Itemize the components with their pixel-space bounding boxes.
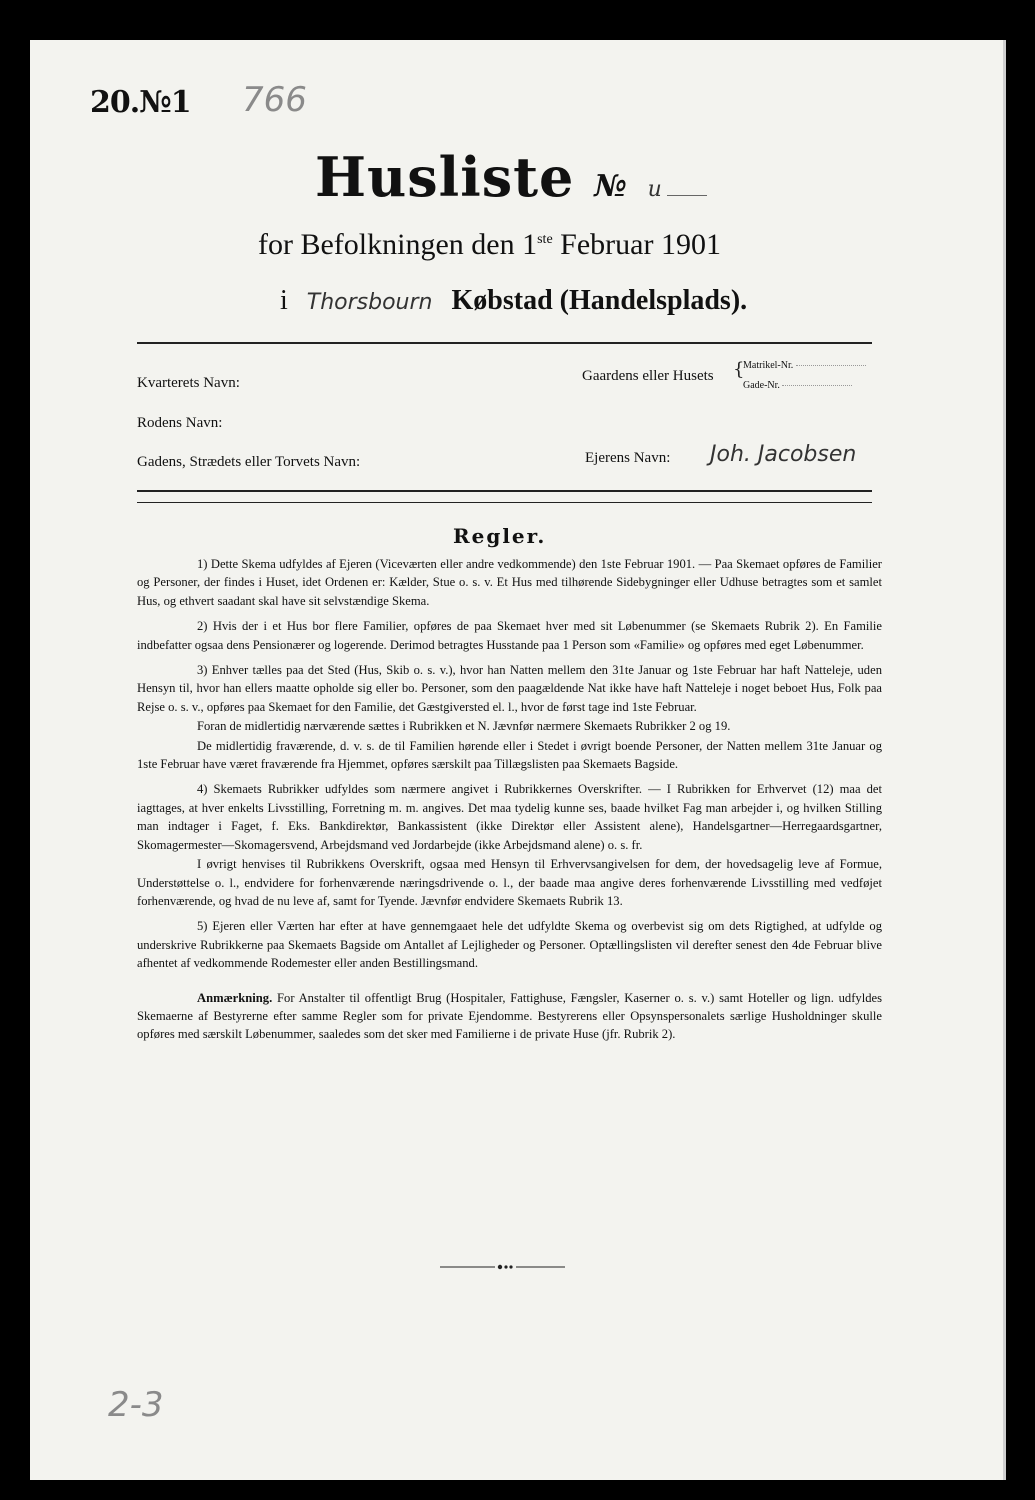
list-number: u <box>647 177 663 202</box>
annotation-note <box>137 989 882 1044</box>
gade-nr-text: Gade-Nr. <box>743 380 780 391</box>
rule-3-fravaerende: De midlertidig fraværende, d. v. s. de til Familien hørende eller i Stedet i øvrigt boende Personer, der Natten mellem 31te Januar og 1ste Februar have været fraværende fra Hjemmet, opføres særskilt paa Tillægslisten paa Skemaets Bagside. <box>137 738 882 772</box>
ejer-label: Ejerens Navn: <box>585 450 671 466</box>
pencil-annotation-top: 766 <box>242 80 307 120</box>
form-title <box>315 145 707 209</box>
rule-4-continued: I øvrigt henvises til Rubrikkens Overskrift, ogsaa med Hensyn til Erhvervsangivelsen for dem, der hovedsagelig leve af Formue, Understøttelse o. l., endvidere for forhenværende næringsdrivende o. l., der baade maa angive deres forhenværende Livsstilling med vedføjet forhenværende, og hvad de nu leve af, samt for Tyende. Jævnfør endvidere Skemaets Rubrik 13. <box>137 857 882 908</box>
rules-body <box>137 555 882 1051</box>
brace: { <box>733 359 745 380</box>
owner-name-handwritten: Joh. Jacobsen <box>710 442 857 467</box>
gade-nr-label <box>743 380 852 391</box>
rules-heading: Regler. <box>453 524 547 548</box>
subtitle-sup: ste <box>537 232 553 247</box>
rule-2: 2) Hvis der i et Hus bor flere Familier, opføres de paa Skemaet hver med sit Løbenummer (se Skemaets Rubrik 2). En Familie indbefatter ogsaa dens Pensionærer og logerende. Derimod betragtes Husstande paa 1 Person som «Familie» og opføres med eget Løbenummer. <box>137 619 882 652</box>
census-sheet <box>30 40 1006 1480</box>
note-label: Anmærkning. <box>197 990 273 1005</box>
matrikel-label <box>743 360 866 371</box>
gaden-label: Gadens, Strædets eller Torvets Navn: <box>137 454 361 470</box>
kvarter-label: Kvarterets Navn: <box>137 375 240 391</box>
number-sign: № <box>594 169 628 204</box>
place-prefix: i <box>280 285 288 316</box>
divider-top <box>137 342 872 344</box>
town-kind: Købstad <box>451 285 553 316</box>
divider-bottom-2 <box>137 502 872 503</box>
rule-3: 3) Enhver tælles paa det Sted (Hus, Skib o. s. v.), hvor han Natten mellem den 31te Januar og 1ste Februar har haft Nattelejе, uden Hensyn til, hvor han ellers maatte opholde sig eller bo. Personer, som den paagældende Nat ikke have haft Nattelejе i noget beboet Hus, Folk paa Rejse o. s. v., opføres paa Skemaet for den Familie, det Gæstgiversted el. l., hvor de først tage ind 1ste Februar. <box>137 663 882 714</box>
gaard-label: Gaardens eller Husets <box>582 368 714 384</box>
pencil-annotation-bottom: 2-3 <box>108 1385 164 1425</box>
form-subtitle <box>258 228 721 262</box>
ornament-divider <box>440 1262 565 1272</box>
place-line <box>280 285 747 317</box>
rule-4: 4) Skemaets Rubrikker udfyldes som nærmere angivet i Rubrikkernes Overskrifter. — I Rubrikken for Erhvervet (12) maa det iagttages, at hver enkelts Livsstilling, Forretning m. m. angives. Det maa tydelig kunne ses, baade hvilket Fag man arbejder i, og hvilken Stilling man indtager i Faget, f. Eks. Bankdirektør, Bankassistent (ikke Direktør eller Assistent alene), Handelsgartner—Herregaardsgartner, Skomagermester—Skomagersvend, Arbejdsmand ved Jordarbejde (ikke Arbejdsmand alene) o. s. fr. <box>137 782 882 852</box>
archive-stamp: 20.№1 <box>90 85 191 120</box>
roden-label: Rodens Navn: <box>137 415 223 431</box>
subtitle-date: Februar 1901 <box>560 228 721 261</box>
subtitle-prefix: for Befolkningen den 1 <box>258 228 538 261</box>
note-text: For Anstalter til offentligt Brug (Hospitaler, Fattighuse, Fængsler, Kaserner o. s. v.) samt Hoteller og lign. udfyldes Skemaerne af Bestyrerne efter samme Regler som for private Ejendomme. Bestyrerens eller Opsynspersonalets særlige Husholdninger skulle opføres med særskilt Løbenummer, saaledes som det sker med Familierne i de private Huse (jfr. Rubrik 2). <box>137 990 882 1042</box>
title-word: Husliste <box>315 145 575 209</box>
rule-5: 5) Ejeren eller Værten har efter at have gennemgaaet hele det udfyldte Skema og overbevist sig om dets Rigtighed, at udfylde og underskrive Rubrikkerne paa Skemaets Bagside om Antallet af Lejligheder og Personer. Optællingslisten vil derefter senest den 4de Februar blive afhentet af vedkommende Rodemester eller anden Bestillingsmand. <box>137 919 882 971</box>
town-handwritten: Thorsbourn <box>306 290 433 315</box>
divider-bottom-1 <box>137 490 872 492</box>
town-kind-alt: (Handelsplads). <box>559 285 748 316</box>
rule-3-foran: Foran de midlertidig nærværende sættes i Rubrikken et N. Jævnfør nærmere Skemaets Rubrikker 2 og 19. <box>197 719 731 734</box>
matrikel-text: Matrikel-Nr. <box>743 360 794 371</box>
rule-1: 1) Dette Skema udfyldes af Ejeren (Viceværten eller andre vedkommende) den 1ste Februar 1901. — Paa Skemaet opføres de Familier og Personer, der findes i Huset, idet Ordenen er: Kælder, Stue o. s. v. Et Hus med tilhørende Sidebygninger eller Udhuse betragtes som et samlet Hus, og ethvert saadant skal have sit selvstændige Skema. <box>137 557 882 608</box>
